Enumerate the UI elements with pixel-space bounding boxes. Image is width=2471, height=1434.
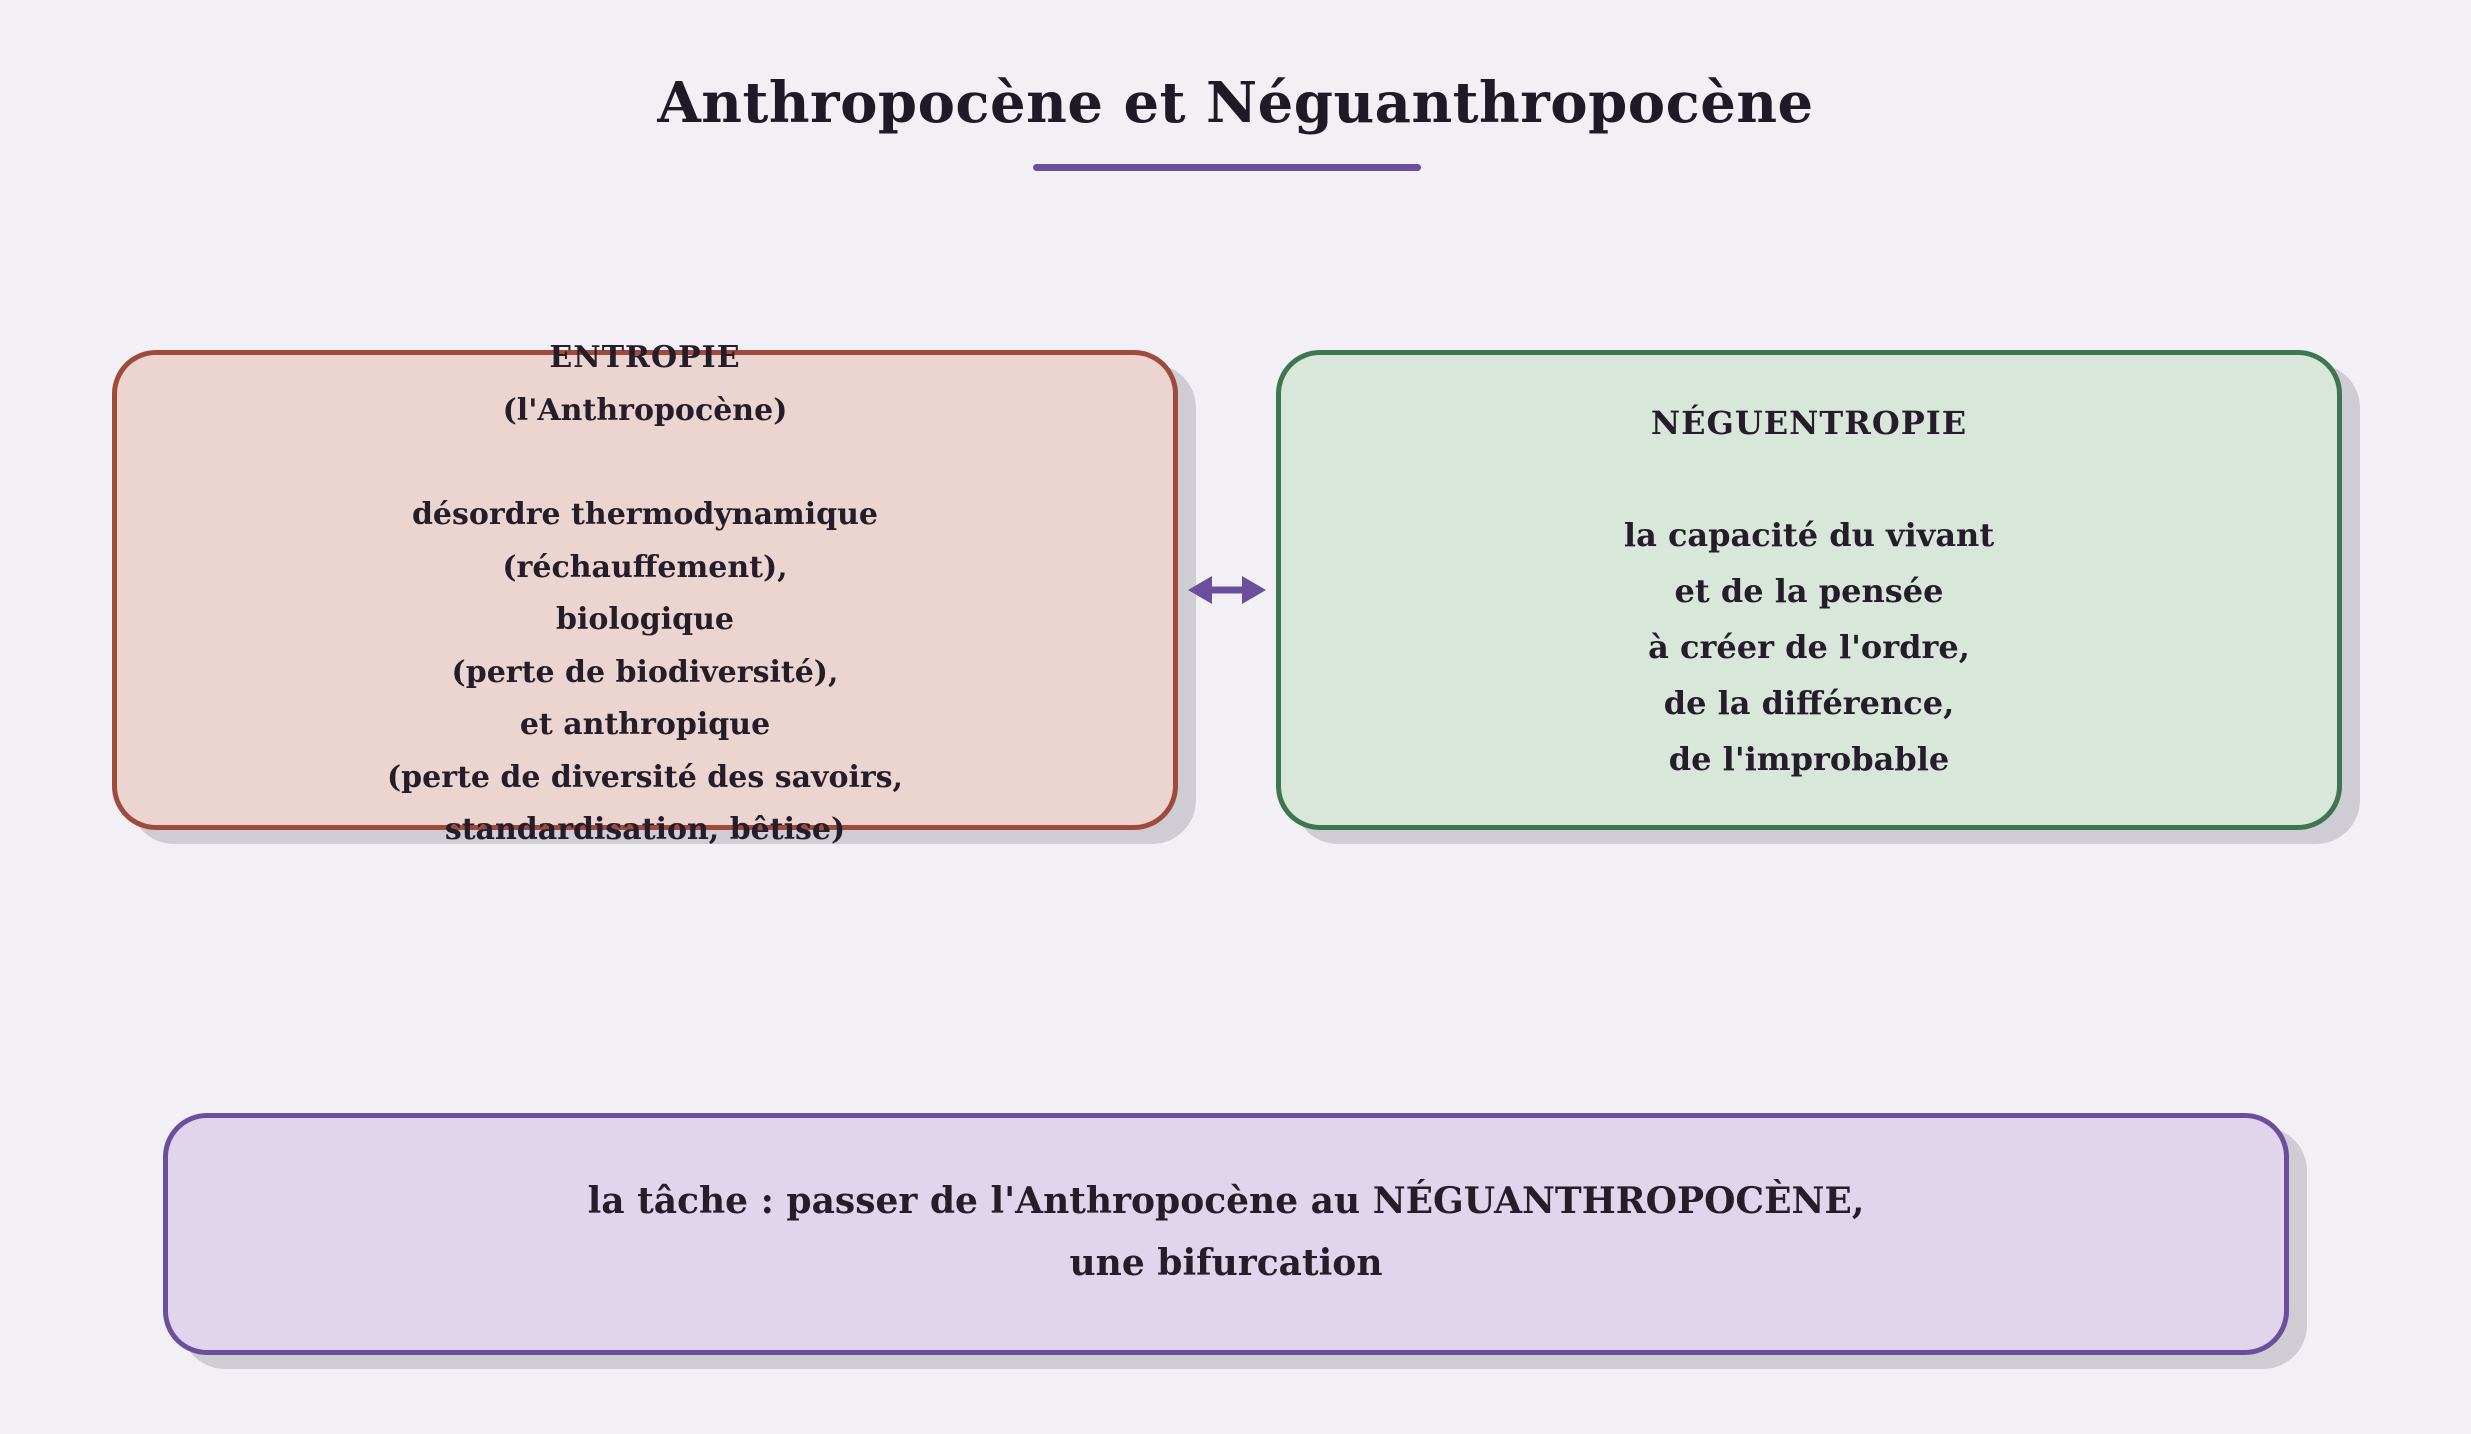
entropy-line: et anthropique xyxy=(519,707,771,742)
neguentropy-line: et de la pensée xyxy=(1674,572,1944,610)
neguentropy-heading: NÉGUENTROPIE xyxy=(1650,404,1968,442)
neguentropy-text xyxy=(1276,395,2342,787)
neguentropy-line: à créer de l'ordre, xyxy=(1648,628,1970,666)
task-line-2: une bifurcation xyxy=(1069,1242,1383,1284)
entropy-heading: ENTROPIE xyxy=(549,340,741,375)
entropy-line: désordre thermodynamique xyxy=(411,497,879,532)
task-text xyxy=(163,1170,2289,1294)
entropy-line: (perte de diversité des savoirs, xyxy=(386,759,904,795)
neguentropy-line: de la différence, xyxy=(1663,684,1955,722)
entropy-line: biologique xyxy=(555,602,735,637)
entropy-line: standardisation, bêtise) xyxy=(444,812,846,847)
title-underline xyxy=(1033,164,1421,171)
entropy-text xyxy=(112,332,1178,857)
entropy-subheading: (l'Anthropocène) xyxy=(502,392,788,428)
entropy-line: (perte de biodiversité), xyxy=(451,654,839,690)
task-line-1: la tâche : passer de l'Anthropocène au NÉGUANTHROPOCÈNE, xyxy=(587,1180,1865,1222)
neguentropy-spacer xyxy=(1276,451,2342,507)
diagram-title: Anthropocène et Néguanthropocène xyxy=(657,70,1814,136)
neguentropy-line: la capacité du vivant xyxy=(1623,516,1995,554)
entropy-line: (réchauffement), xyxy=(502,549,788,585)
double-arrow-icon xyxy=(1186,572,1268,608)
neguentropy-line: de l'improbable xyxy=(1668,740,1950,778)
entropy-spacer xyxy=(112,437,1178,489)
